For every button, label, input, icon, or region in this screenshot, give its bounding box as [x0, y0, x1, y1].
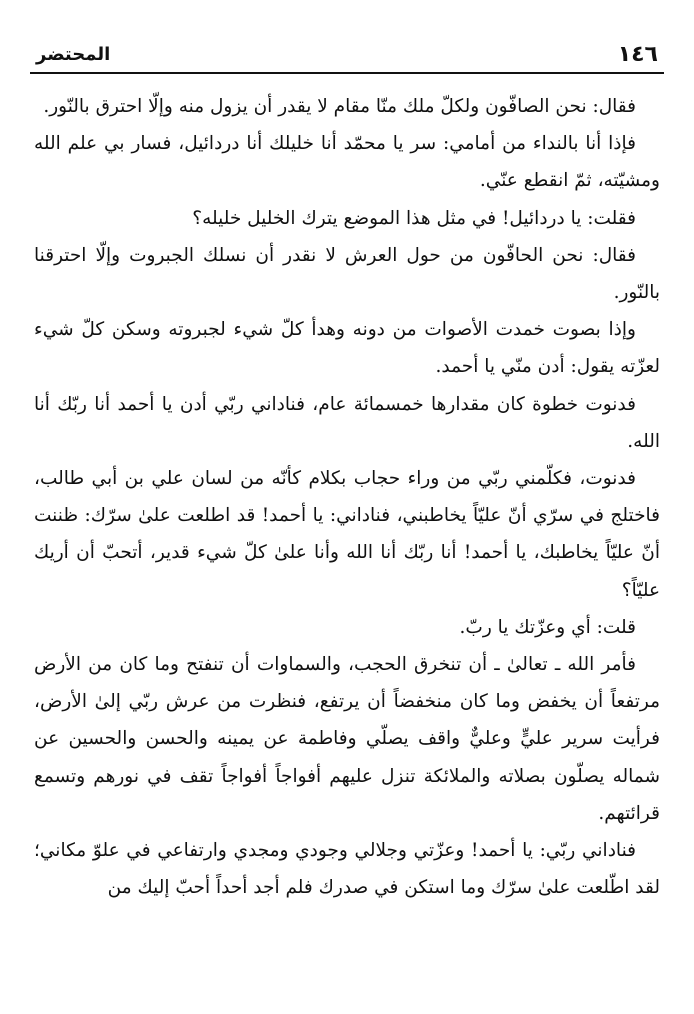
paragraph-5: وإذا بصوت خمدت الأصوات من دونه وهدأ كلّ شيء لجبروته وسكن كلّ شيء لعزّته يقول: أدن منّي يا أحمد. [34, 319, 660, 378]
paragraph-8: قلت: أي وعزّتك يا ربّ. [459, 616, 636, 638]
paragraph-9: فأمر الله ـ تعالىٰ ـ أن تنخرق الحجب، والسماوات أن تنفتح وما كان من الأرض مرتفعاً أن يخفض وما كان منخفضاً أن يرتفع، فنظرت من عرش ربّي إلىٰ الأرض، فرأيت سرير عليٍّ وعليٌّ واقف يصلّي وفاطمة عن يمينه والحسن والحسين عن شماله يصلّون بصلاته والملائكة تنزل عليهم أفواجاً أفواجاً تقف في نورهم وتسمع قرائتهم. [34, 654, 660, 824]
paragraph-10: فناداني ربّي: يا أحمد! وعزّتي وجلالي وجودي ومجدي وارتفاعي في علوّ مكاني؛ لقد اطّلعت علىٰ سرّك وما استكن في صدرك فلم أجد أحداً أحبّ إليك من [34, 840, 660, 899]
header-divider [30, 72, 664, 74]
paragraph-7: فدنوت، فكلّمني ربّي من وراء حجاب بكلام كأنّه من لسان علي بن أبي طالب، فاختلج في سرّي أنّ عليّاً يخاطبني، فناداني: يا أحمد! قد اطلعت علىٰ سرّك: ظننت أنّ عليّاً يخاطبك، يا أحمد! أنا ربّك أنا الله وأنا علىٰ كلّ شيء قدير، أتحبّ أن أريك عليّاً؟ [34, 468, 660, 601]
paragraph-2: فإذا أنا بالنداء من أمامي: سر يا محمّد أنا خليلك أنا دردائيل، فسار بي علم الله ومشيّته، ثمّ انقطع عنّي. [34, 133, 660, 192]
running-title: المحتضر [36, 44, 111, 65]
paragraph-1: فقال: نحن الصافّون ولكلّ ملك منّا مقام لا يقدر أن يزول منه وإلّا احترق بالنّور. [43, 96, 636, 117]
paragraph-3: فقلت: يا دردائيل! في مثل هذا الموضع يترك الخليل خليله؟ [192, 207, 636, 229]
page-header [30, 40, 664, 72]
body-text [34, 88, 660, 906]
page-number: ١٤٦ [617, 42, 658, 67]
paragraph-4: فقال: نحن الحافّون من حول العرش لا نقدر أن نسلك الجبروت وإلّا احترقنا بالنّور. [34, 244, 660, 304]
paragraph-6: فدنوت خطوة كان مقدارها خمسمائة عام، فناداني ربّي أدن يا أحمد أنا ربّك أنا الله. [34, 393, 660, 452]
